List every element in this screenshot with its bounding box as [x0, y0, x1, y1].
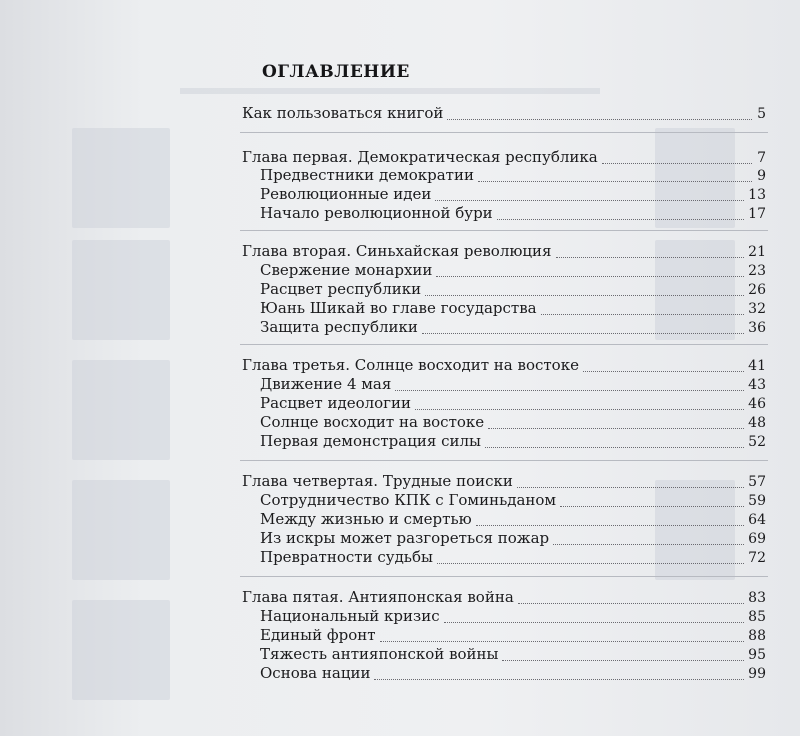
toc-section: [260, 318, 766, 338]
toc-section: [260, 607, 766, 627]
toc-page-number: 85: [748, 609, 766, 625]
toc-page-number: 32: [748, 301, 766, 317]
toc-section: [260, 664, 766, 684]
toc-page-number: 21: [748, 244, 766, 260]
dot-leader: [583, 371, 744, 372]
toc-chapter: [242, 242, 766, 262]
toc-page-number: 26: [748, 282, 766, 298]
toc-page-number: 57: [748, 474, 766, 490]
toc-page-number: 5: [757, 106, 766, 122]
section-title: Юань Шикай во главе государства: [260, 299, 537, 317]
section-title: Солнце восходит на востоке: [260, 413, 485, 431]
toc-section: [260, 261, 766, 281]
toc-page-number: 41: [748, 358, 766, 374]
section-title: Защита республики: [260, 318, 418, 336]
section-title: Движение 4 мая: [260, 375, 392, 393]
dot-leader: [602, 163, 752, 164]
toc-page-number: 36: [748, 320, 766, 336]
toc-section: [260, 280, 766, 300]
toc-chapter: [242, 148, 766, 168]
dot-leader: [415, 409, 744, 410]
toc-chapter: [242, 588, 766, 608]
dot-leader: [374, 679, 744, 680]
section-title: Тяжесть антияпонской войны: [260, 645, 499, 663]
toc-section: [260, 185, 766, 205]
toc-page-number: 43: [748, 377, 766, 393]
toc-section: [260, 394, 766, 414]
toc-chapter: [242, 356, 766, 376]
dot-leader: [502, 660, 744, 661]
section-divider: [240, 576, 768, 577]
dot-leader: [380, 641, 745, 642]
dot-leader: [395, 390, 744, 391]
section-title: Национальный кризис: [260, 607, 440, 625]
toc-page-number: 88: [748, 628, 766, 644]
toc-section: [260, 645, 766, 665]
dot-leader: [476, 525, 745, 526]
toc-page-number: 99: [748, 666, 766, 682]
toc-page-number: 9: [757, 168, 766, 184]
toc-page-number: 72: [748, 550, 766, 566]
toc-page-number: 52: [748, 434, 766, 450]
dot-leader: [422, 333, 744, 334]
dot-leader: [437, 563, 744, 564]
dot-leader: [425, 295, 744, 296]
chapter-title: Глава пятая. Антияпонская война: [242, 588, 514, 606]
dot-leader: [485, 447, 744, 448]
show-through-image: [72, 240, 170, 340]
toc-page-number: 23: [748, 263, 766, 279]
toc-section: [260, 413, 766, 433]
section-title: Первая демонстрация силы: [260, 432, 481, 450]
show-through-image: [72, 128, 170, 228]
toc-page-number: 13: [748, 187, 766, 203]
section-title: Предвестники демократии: [260, 166, 474, 184]
toc-page-number: 69: [748, 531, 766, 547]
section-title: Сотрудничество КПК с Гоминьданом: [260, 491, 557, 509]
page-title: ОГЛАВЛЕНИЕ: [262, 62, 410, 82]
dot-leader: [447, 119, 752, 120]
section-title: Между жизнью и смертью: [260, 510, 472, 528]
dot-leader: [560, 506, 744, 507]
toc-section: [260, 529, 766, 549]
toc-entry-intro: [242, 104, 766, 124]
section-title: Расцвет идеологии: [260, 394, 412, 412]
toc-section: [260, 432, 766, 452]
toc-section: [260, 548, 766, 568]
dot-leader: [541, 314, 745, 315]
section-divider: [240, 132, 768, 133]
dot-leader: [556, 257, 745, 258]
dot-leader: [518, 603, 744, 604]
toc-page-number: 7: [757, 150, 766, 166]
toc-section: [260, 166, 766, 186]
section-title: Превратности судьбы: [260, 548, 433, 566]
dot-leader: [436, 276, 744, 277]
dot-leader: [478, 181, 752, 182]
section-title: Расцвет республики: [260, 280, 422, 298]
toc-page-number: 17: [748, 206, 766, 222]
toc-page-number: 95: [748, 647, 766, 663]
toc-page-number: 59: [748, 493, 766, 509]
section-divider: [240, 344, 768, 345]
section-title: Свержение монархии: [260, 261, 433, 279]
show-through-image: [72, 480, 170, 580]
dot-leader: [488, 428, 744, 429]
section-title: Революционные идеи: [260, 185, 432, 203]
show-through-image: [72, 600, 170, 700]
toc-section: [260, 626, 766, 646]
dot-leader: [553, 544, 744, 545]
toc-chapter: [242, 472, 766, 492]
toc-page-number: 83: [748, 590, 766, 606]
section-title: Начало революционной бури: [260, 204, 493, 222]
dot-leader: [517, 487, 744, 488]
toc-section: [260, 299, 766, 319]
section-title: Основа нации: [260, 664, 371, 682]
section-title: Из искры может разгореться пожар: [260, 529, 550, 547]
section-divider: [240, 460, 768, 461]
chapter-title: Глава первая. Демократическая республика: [242, 148, 598, 166]
dot-leader: [435, 200, 744, 201]
toc-page-number: 48: [748, 415, 766, 431]
chapter-title: Глава третья. Солнце восходит на востоке: [242, 356, 579, 374]
section-title: Единый фронт: [260, 626, 376, 644]
toc-entry-title: Как пользоваться книгой: [242, 104, 444, 122]
toc-section: [260, 510, 766, 530]
show-through-image: [72, 360, 170, 460]
toc-section: [260, 491, 766, 511]
toc-page-number: 64: [748, 512, 766, 528]
toc-section: [260, 375, 766, 395]
dot-leader: [444, 622, 745, 623]
toc-section: [260, 204, 766, 224]
toc-page-number: 46: [748, 396, 766, 412]
section-divider: [240, 230, 768, 231]
chapter-title: Глава вторая. Синьхайская революция: [242, 242, 552, 260]
dot-leader: [497, 219, 744, 220]
chapter-title: Глава четвертая. Трудные поиски: [242, 472, 513, 490]
show-through-text: [180, 88, 600, 94]
